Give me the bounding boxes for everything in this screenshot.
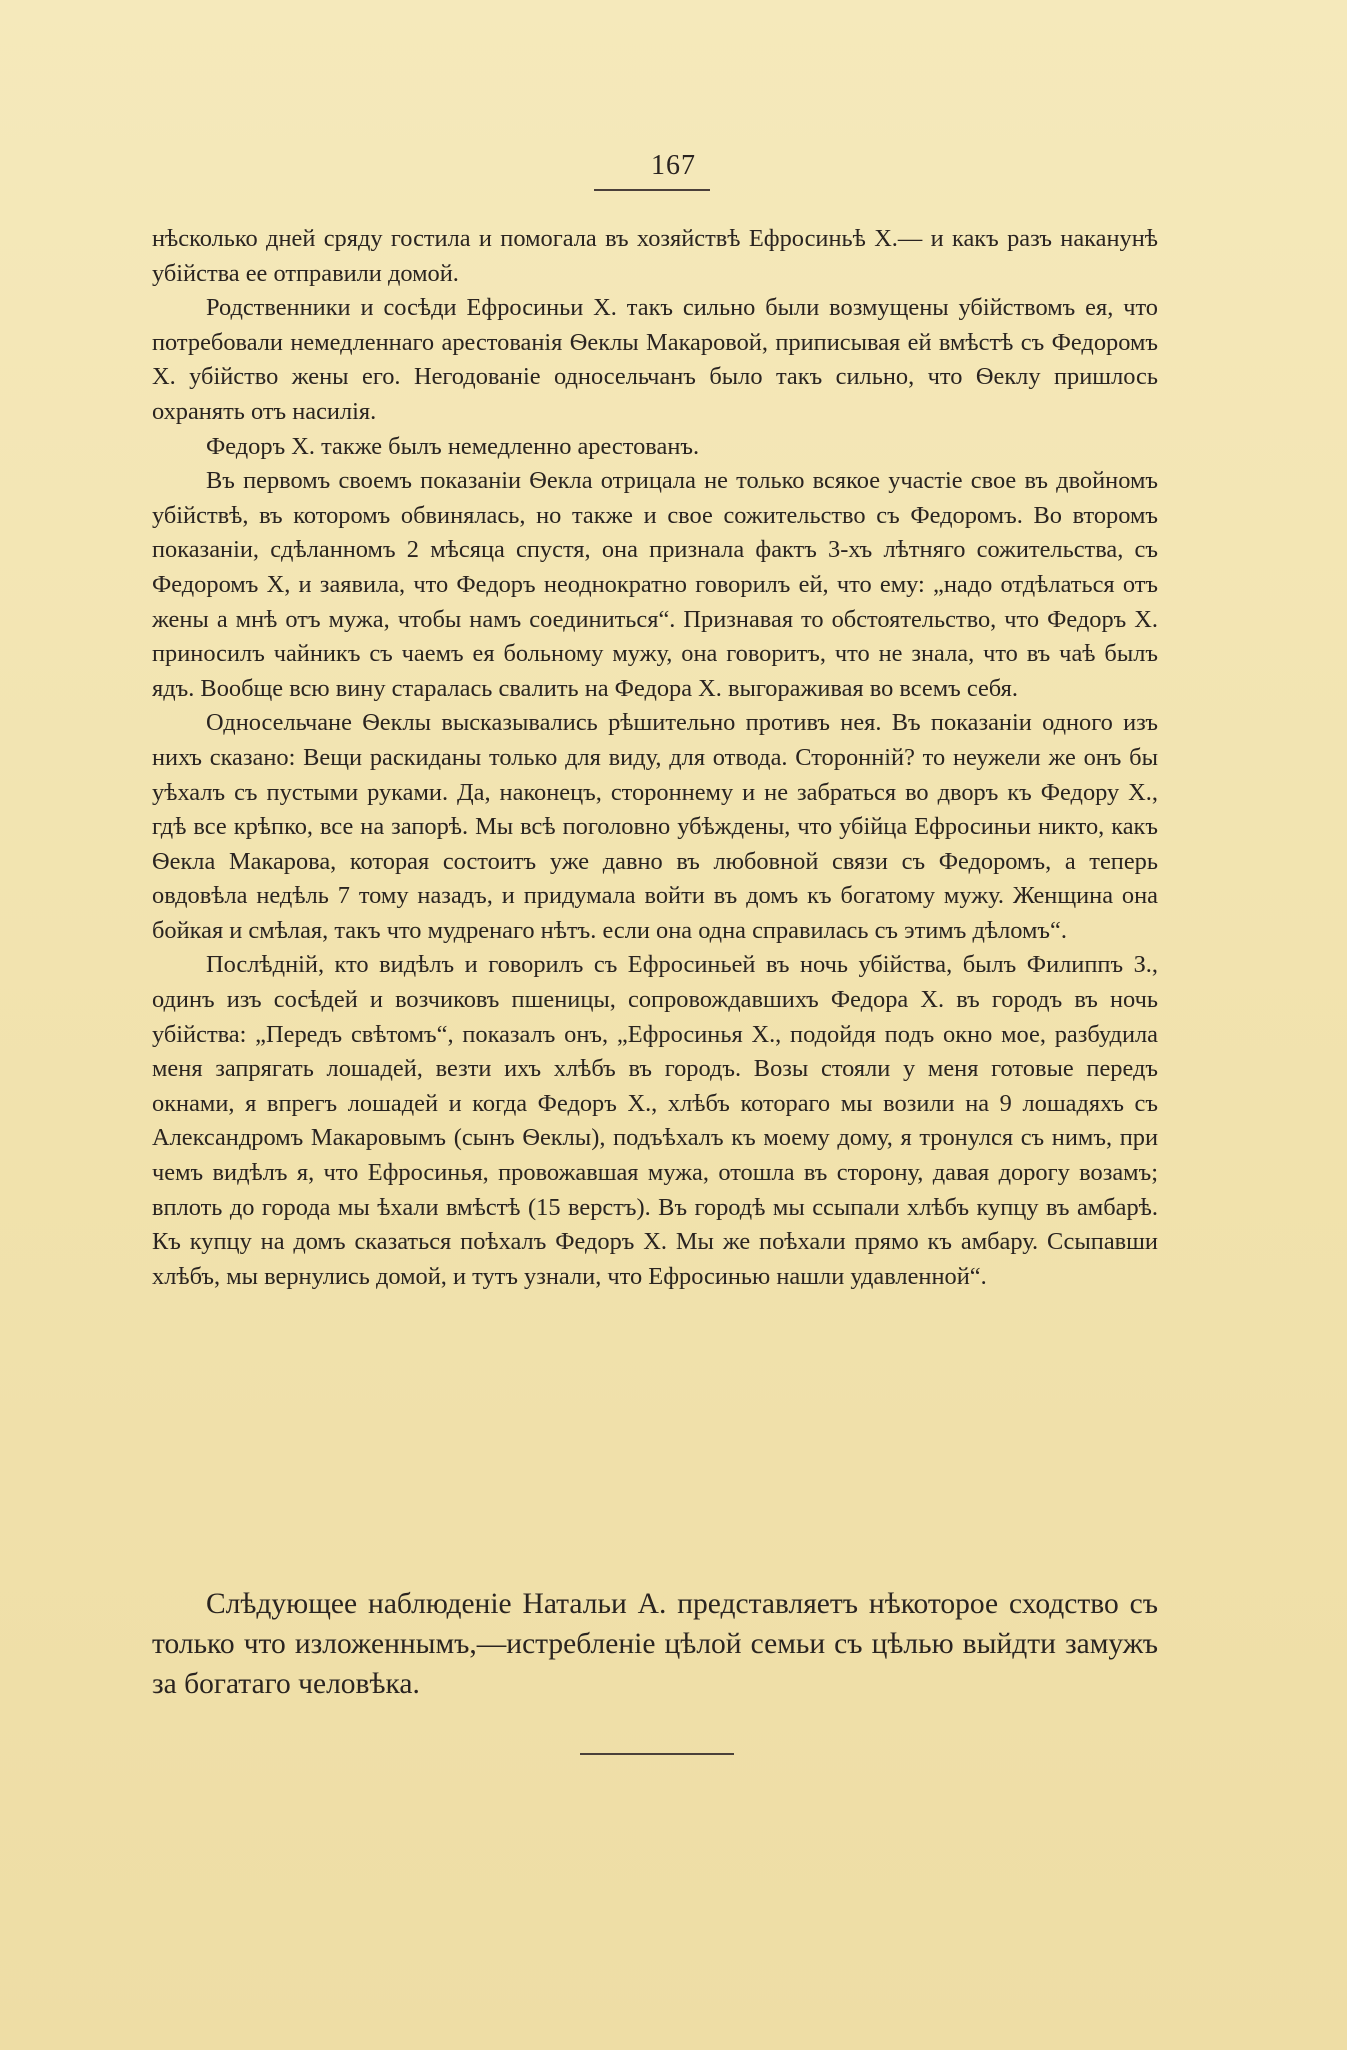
body-text xyxy=(152,222,1158,1294)
conclusion-paragraph: Слѣдующее наблюденіе Натальи А. представляетъ нѣкоторое сходство съ только что изложеннымъ,—истребленіе цѣлой семьи съ цѣлью выйдти замужъ за богатаго человѣка. xyxy=(152,1588,1158,1700)
footer-rule xyxy=(580,1753,734,1755)
page-number: 167 xyxy=(651,150,696,181)
paragraph: нѣсколько дней сряду гостила и помогала въ хозяйствѣ Ефросиньѣ Х.— и какъ разъ наканунѣ убійства ее отправили домой. xyxy=(152,225,1158,287)
paragraph: Въ первомъ своемъ показаніи Ѳекла отрицала не только всякое участіе свое въ двойномъ убійствѣ, въ которомъ обвинялась, но также и свое сожительство съ Федоромъ. Во второмъ показаніи, сдѣланномъ 2 мѣсяца спустя, она признала фактъ 3-хъ лѣтняго сожительства, съ Федоромъ Х, и заявила, что Федоръ неоднократно говорилъ ей, что ему: „надо отдѣлаться отъ жены а мнѣ отъ мужа, чтобы намъ соединиться“. Признавая то обстоятельство, что Федоръ Х. приносилъ чайникъ съ чаемъ ея больному мужу, она говоритъ, что не знала, что въ чаѣ былъ ядъ. Вообще всю вину старалась свалить на Федора Х. выгораживая во всемъ себя. xyxy=(152,467,1158,702)
paragraph: Федоръ Х. также былъ немедленно арестованъ. xyxy=(206,432,700,460)
header-rule xyxy=(594,189,710,191)
paragraph: Родственники и сосѣди Ефросиньи Х. такъ сильно были возмущены убійствомъ ея, что потребовали немедленнаго арестованія Ѳеклы Макаровой, приписывая ей вмѣстѣ съ Федоромъ Х. убійство жены его. Негодованіе односельчанъ было такъ сильно, что Ѳеклу пришлось охранять отъ насилія. xyxy=(152,294,1158,425)
paragraph: Послѣдній, кто видѣлъ и говорилъ съ Ефросиньей въ ночь убійства, былъ Филиппъ З., одинъ изъ сосѣдей и возчиковъ пшеницы, сопровождавшихъ Федора Х. въ городъ въ ночь убійства: „Передъ свѣтомъ“, показалъ онъ, „Ефросинья Х., подойдя подъ окно мое, разбудила меня запрягать лошадей, везти ихъ хлѣбъ въ городъ. Возы стояли у меня готовые передъ окнами, я впрегъ лошадей и когда Федоръ Х., хлѣбъ котораго мы возили на 9 лошадяхъ съ Александромъ Макаровымъ (сынъ Ѳеклы), подъѣхалъ къ моему дому, я тронулся съ нимъ, при чемъ видѣлъ я, что Ефросинья, провожавшая мужа, отошла въ сторону, давая дорогу возамъ; вплоть до города мы ѣхали вмѣстѣ (15 верстъ). Въ городѣ мы ссыпали хлѣбъ купцу въ амбарѣ. Къ купцу на домъ сказаться поѣхалъ Федоръ Х. Мы же поѣхали прямо къ амбару. Ссыпавши хлѣбъ, мы вернулись домой, и тутъ узнали, что Ефросинью нашли удавленной“. xyxy=(152,951,1158,1290)
paragraph: Односельчане Ѳеклы высказывались рѣшительно противъ нея. Въ показаніи одного изъ нихъ сказано: Вещи раскиданы только для виду, для отвода. Сторонній? то неужели же онъ бы уѣхалъ съ пустыми руками. Да, наконецъ, стороннему и не забраться во дворъ къ Федору Х., гдѣ все крѣпко, все на запорѣ. Мы всѣ поголовно убѣждены, что убійца Ефросиньи никто, какъ Ѳекла Макарова, которая состоитъ уже давно въ любовной связи съ Федоромъ, а теперь овдовѣла недѣль 7 тому назадъ, и придумала войти въ домъ къ богатому мужу. Женщина она бойкая и смѣлая, такъ что мудренаго нѣтъ. если она одна справилась съ этимъ дѣломъ“. xyxy=(152,709,1158,944)
